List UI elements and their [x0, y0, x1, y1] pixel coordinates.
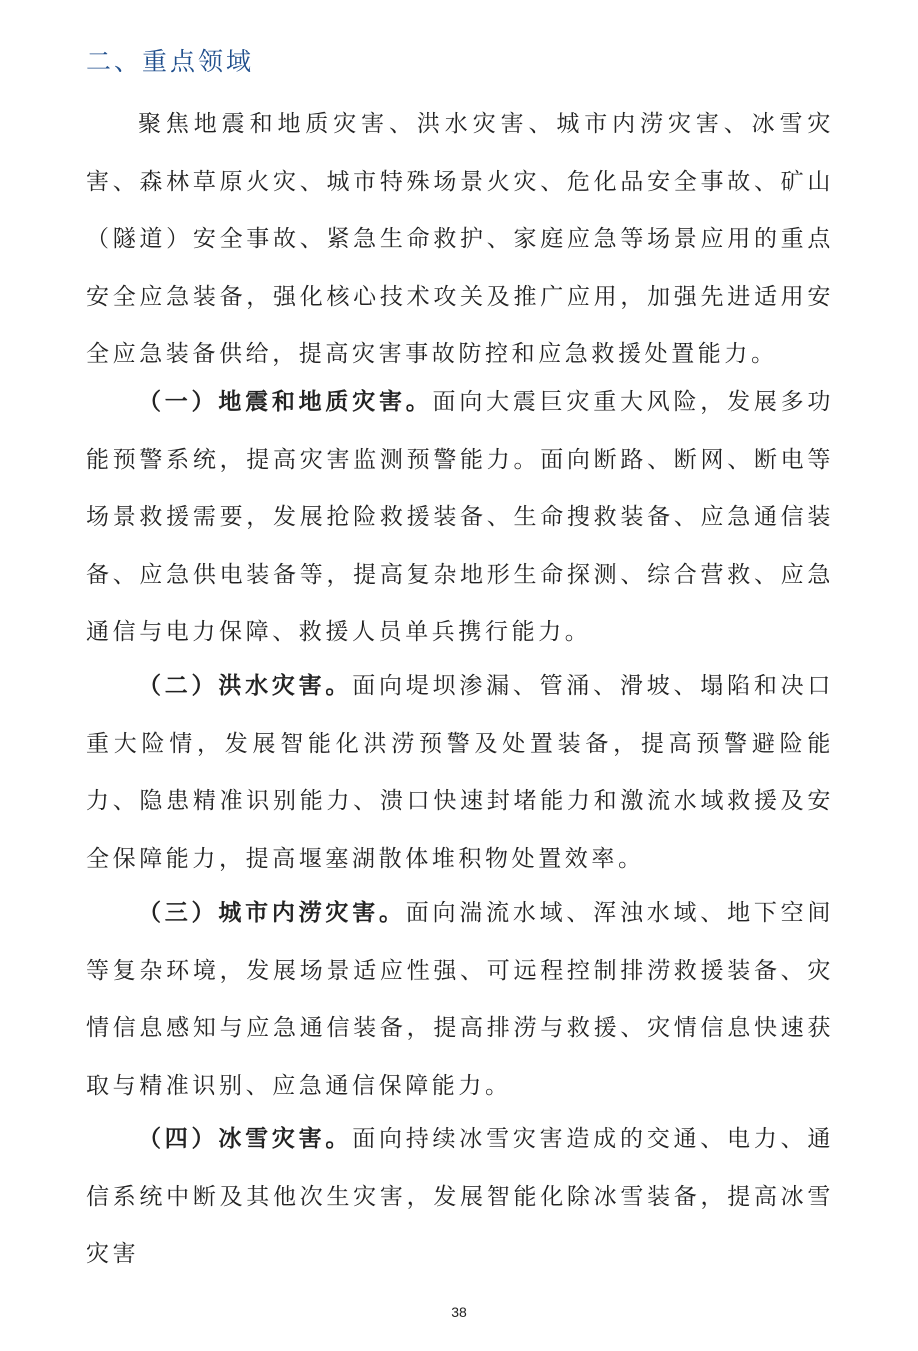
paragraph-lead: （二）洪水灾害。: [138, 673, 353, 699]
page-number: 38: [451, 1304, 467, 1320]
paragraph-body: 面向大震巨灾重大风险，发展多功能预警系统，提高灾害监测预警能力。面向断路、断网、断电等场景救援需要，发展抢险救援装备、生命搜救装备、应急通信装备、应急供电装备等，提高复杂地形生命探测、综合营救、应急通信与电力保障、救援人员单兵携行能力。: [86, 389, 835, 645]
intro-paragraph: 聚焦地震和地质灾害、洪水灾害、城市内涝灾害、冰雪灾害、森林草原火灾、城市特殊场景火灾、危化品安全事故、矿山（隧道）安全事故、紧急生命救护、家庭应急等场景应用的重点安全应急装备，强化核心技术攻关及推广应用，加强先进适用安全应急装备供给，提高灾害事故防控和应急救援处置能力。: [86, 111, 834, 367]
paragraph-earthquake: [86, 374, 834, 662]
paragraph-body: 面向堤坝渗漏、管涌、滑坡、塌陷和决口重大险情，发展智能化洪涝预警及处置装备，提高预警避险能力、隐患精准识别能力、溃口快速封堵能力和激流水域救援及安全保障能力，提高堰塞湖散体堆积物处置效率。: [86, 673, 834, 872]
paragraph-lead: （四）冰雪灾害。: [138, 1126, 353, 1152]
paragraph-body: 面向湍流水域、浑浊水域、地下空间等复杂环境，发展场景适应性强、可远程控制排涝救援装备、灾情信息感知与应急通信装备，提高排涝与救援、灾情信息快速获取与精准识别、应急通信保障能力。: [86, 900, 834, 1099]
paragraph-lead: （三）城市内涝灾害。: [138, 900, 406, 926]
paragraph-ice-snow: [86, 1111, 834, 1284]
paragraph-flood: [86, 658, 834, 888]
paragraph-urban-waterlogging: [86, 885, 834, 1115]
paragraph-body: 面向持续冰雪灾害造成的交通、电力、通信系统中断及其他次生灾害，发展智能化除冰雪装备，提高冰雪灾害: [86, 1126, 834, 1267]
paragraph-lead: （一）地震和地质灾害。: [138, 389, 433, 415]
section-heading: 二、重点领域: [86, 47, 255, 76]
